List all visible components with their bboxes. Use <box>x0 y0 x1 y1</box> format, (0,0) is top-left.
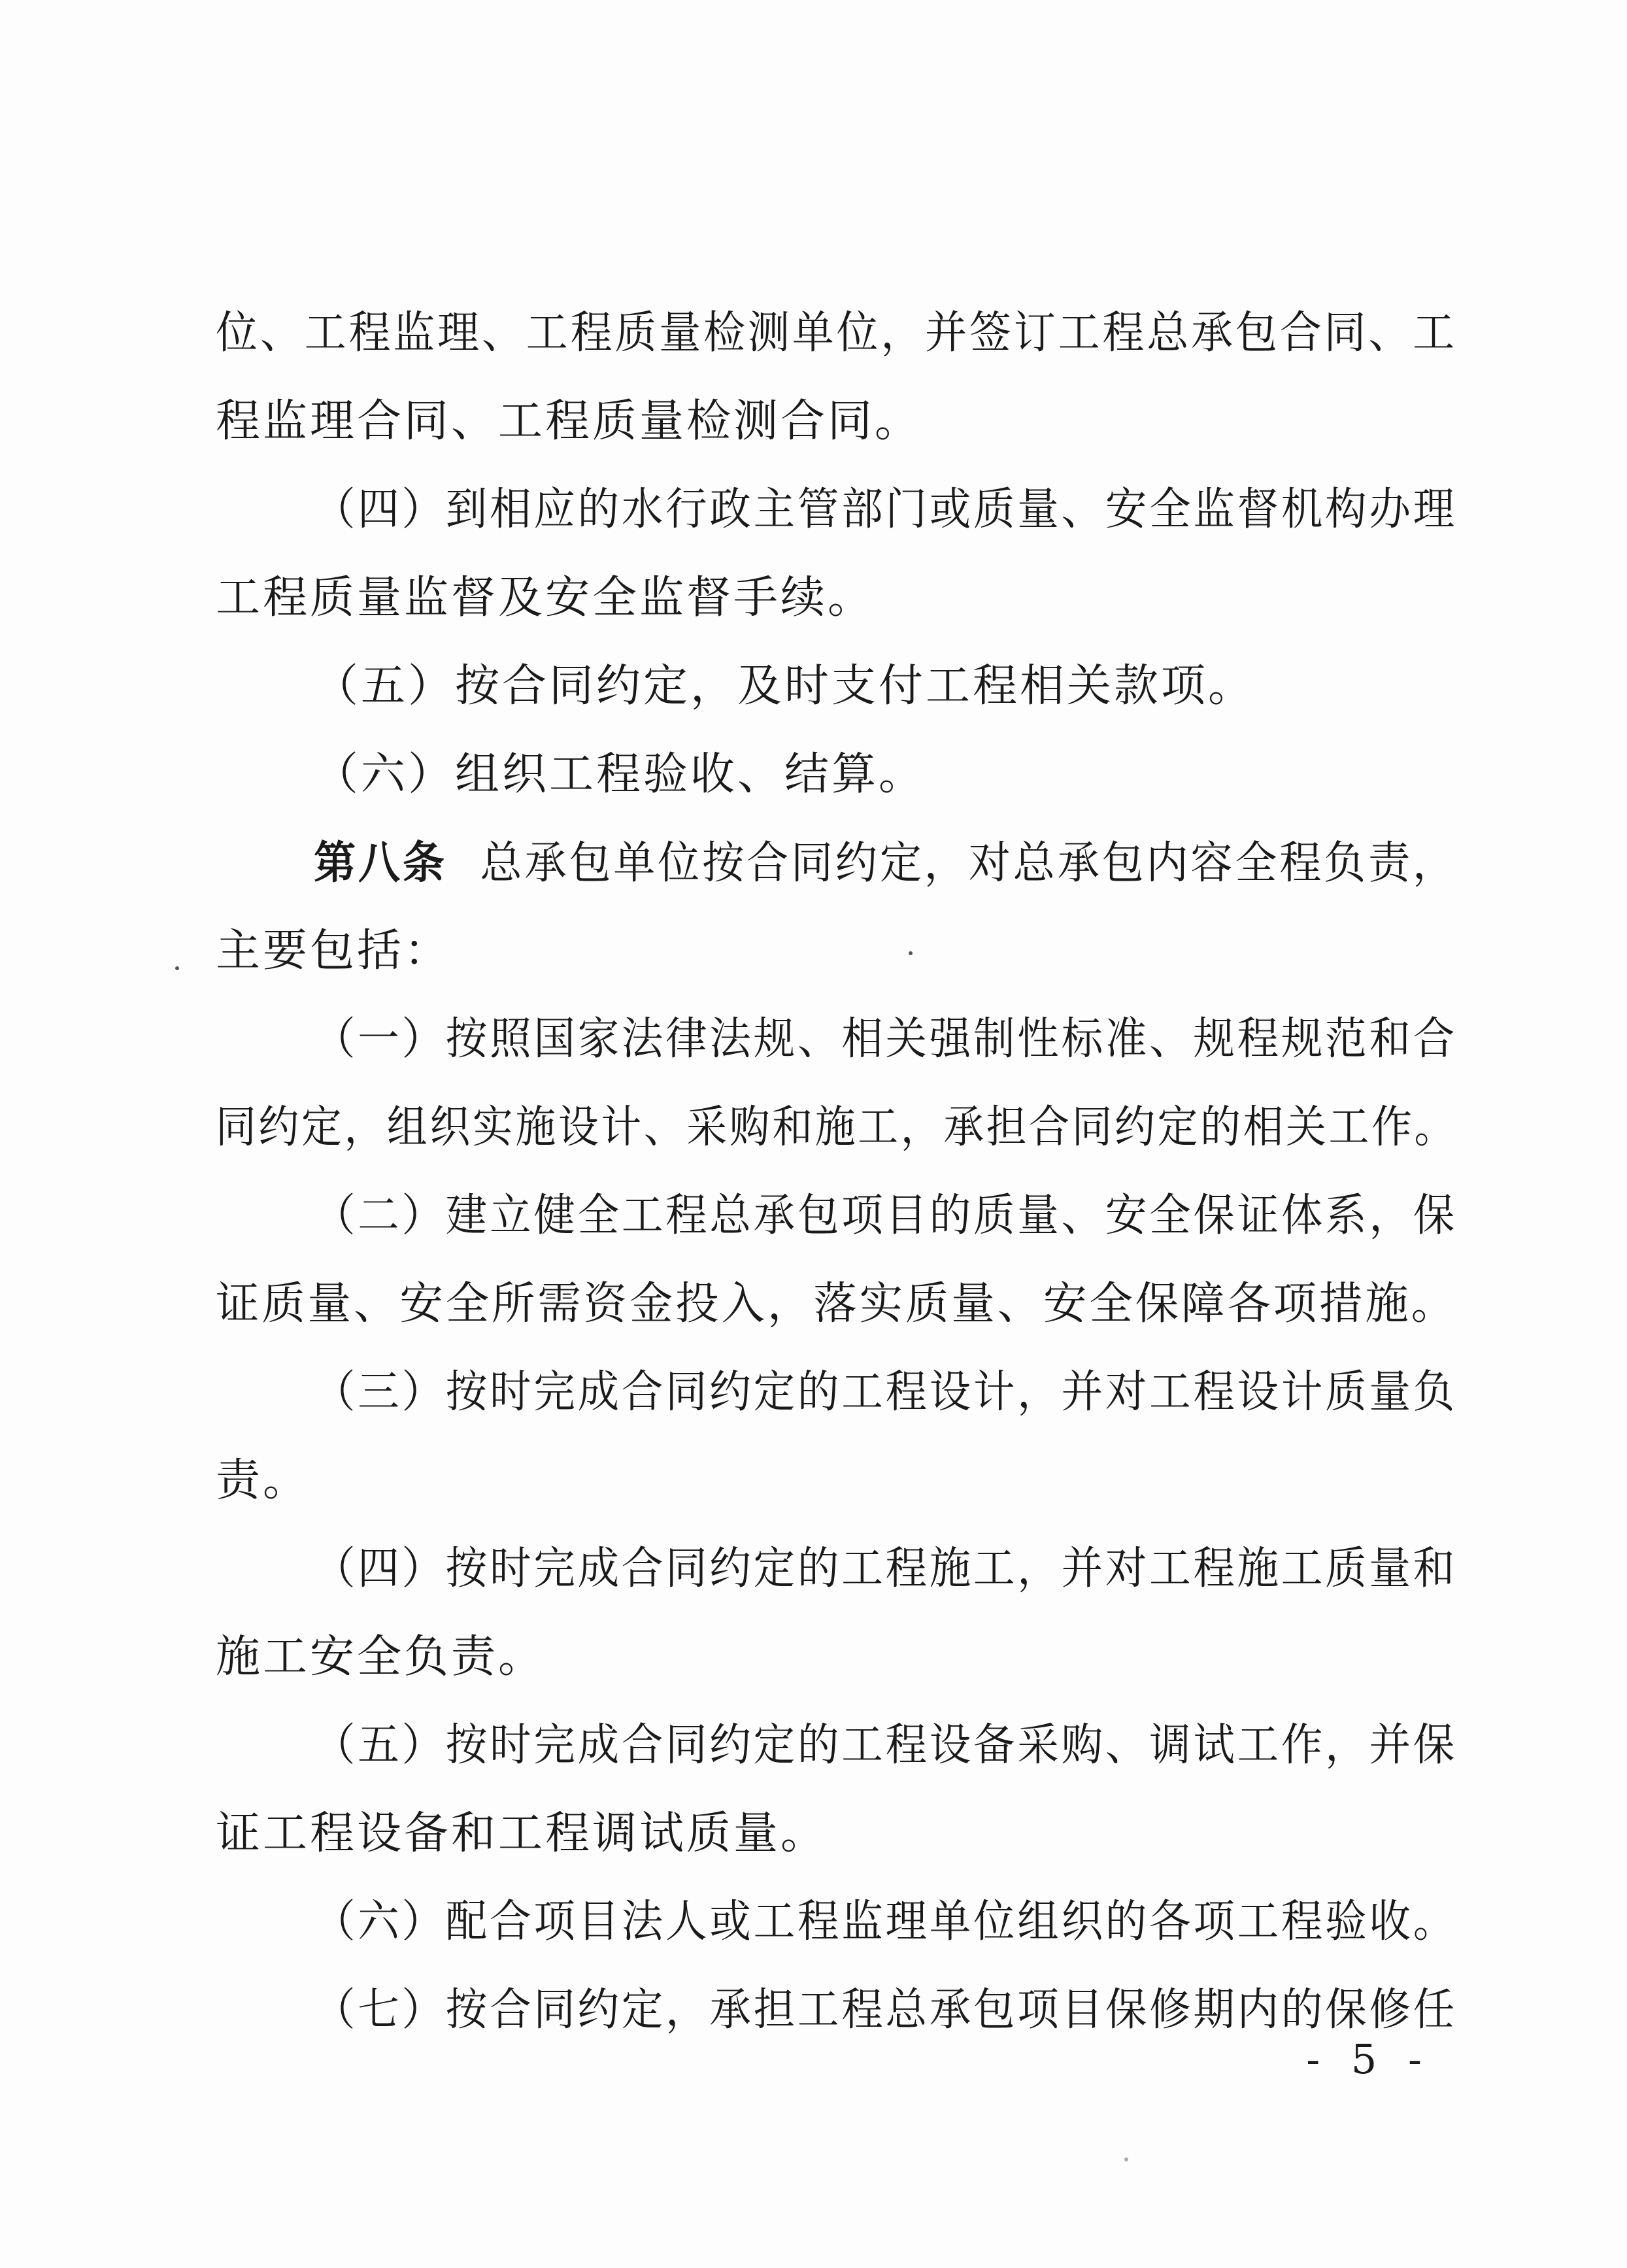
scan-speck <box>909 951 913 955</box>
text-line-10: 同约定，组织实施设计、采购和施工，承担合同约定的相关工作。 <box>216 1102 1457 1153</box>
article-eight-line <box>314 837 1457 890</box>
text-line-4: 工程质量监督及安全监督手续。 <box>216 572 875 624</box>
text-line-8: 主要包括： <box>216 925 452 977</box>
scan-speck <box>175 966 179 970</box>
page-number: - 5 - <box>1306 2035 1431 2083</box>
text-line-12: 证质量、安全所需资金投入，落实质量、安全保障各项措施。 <box>216 1278 1457 1330</box>
scan-speck <box>1124 2158 1128 2161</box>
text-line-13: （三）按时完成合同约定的工程设计，并对工程设计质量负 <box>314 1366 1457 1418</box>
article-heading: 第八条 <box>314 837 447 889</box>
text-line-11: （二）建立健全工程总承包项目的质量、安全保证体系，保 <box>314 1190 1457 1242</box>
text-line-6: （六）组织工程验收、结算。 <box>314 749 926 800</box>
text-line-9: （一）按照国家法律法规、相关强制性标准、规程规范和合 <box>314 1013 1457 1065</box>
text-line-16: 施工安全负责。 <box>216 1631 546 1683</box>
text-line-5: （五）按合同约定，及时支付工程相关款项。 <box>314 660 1256 712</box>
article-eight-text: 总承包单位按合同约定，对总承包内容全程负责， <box>480 838 1457 889</box>
text-line-3: （四）到相应的水行政主管部门或质量、安全监督机构办理 <box>314 484 1457 535</box>
text-line-1: 位、工程监理、工程质量检测单位，并签订工程总承包合同、工 <box>216 307 1457 359</box>
text-line-17: （五）按时完成合同约定的工程设备采购、调试工作，并保 <box>314 1719 1457 1771</box>
text-line-2: 程监理合同、工程质量检测合同。 <box>216 396 922 447</box>
text-line-15: （四）按时完成合同约定的工程施工，并对工程施工质量和 <box>314 1543 1457 1595</box>
text-line-18: 证工程设备和工程调试质量。 <box>216 1808 828 1859</box>
text-line-19: （六）配合项目法人或工程监理单位组织的各项工程验收。 <box>314 1896 1457 1948</box>
text-line-20: （七）按合同约定，承担工程总承包项目保修期内的保修任 <box>314 1984 1457 2036</box>
text-line-14: 责。 <box>216 1455 310 1506</box>
